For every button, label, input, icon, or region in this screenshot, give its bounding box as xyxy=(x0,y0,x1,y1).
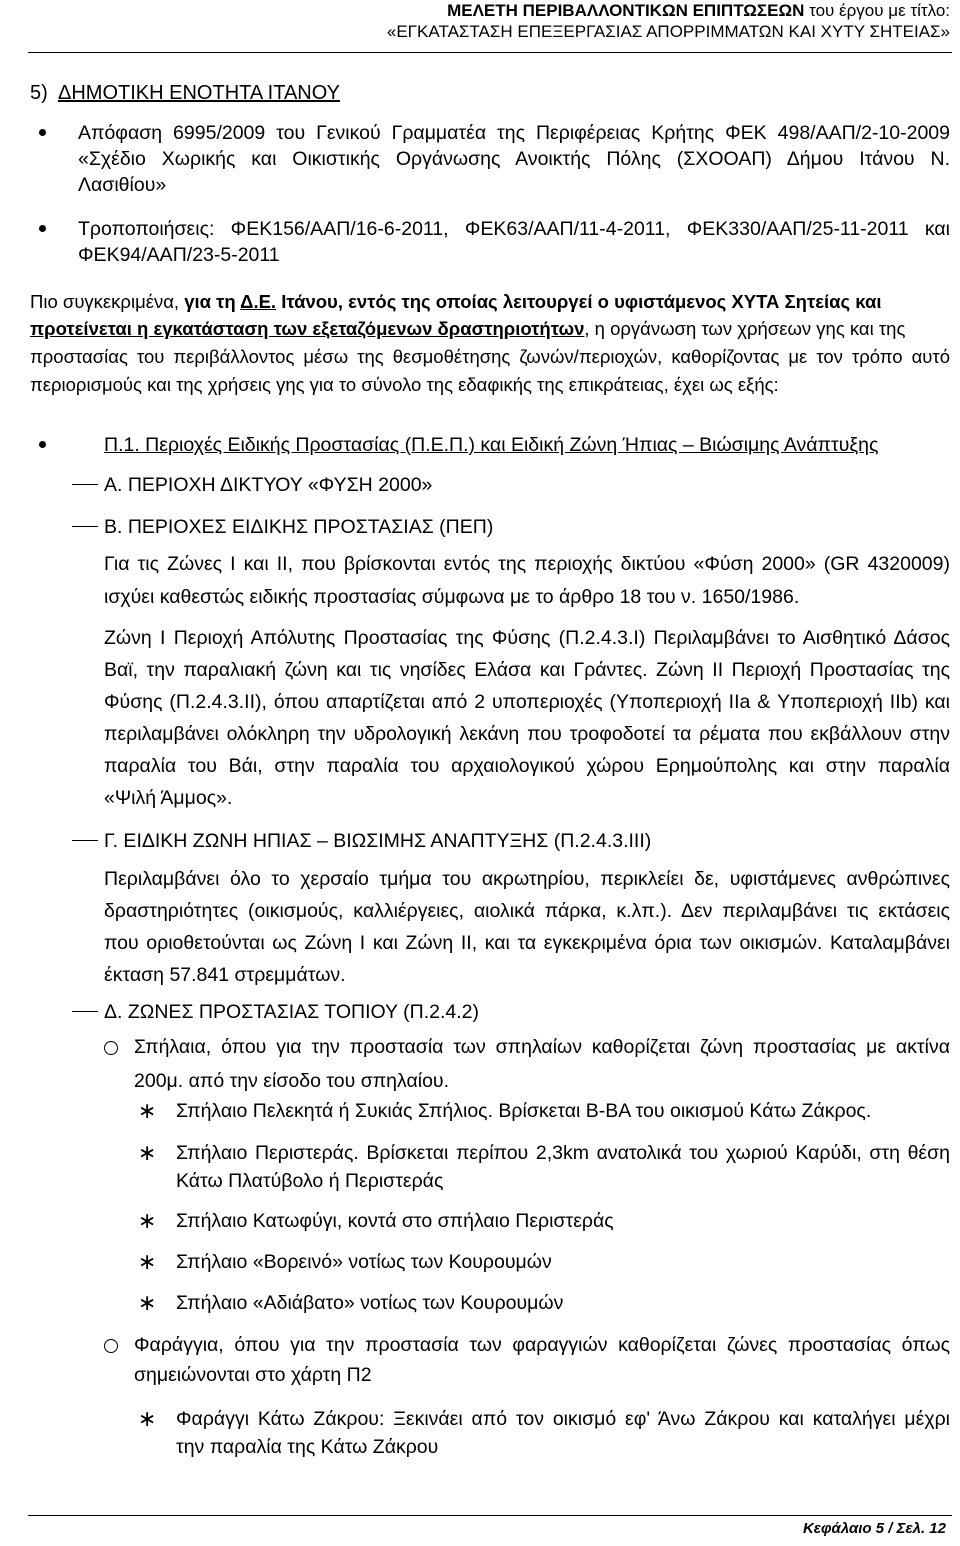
para1-bold-underlined: Δ.Ε. xyxy=(240,291,277,312)
c-para-line-2: δραστηριότητες (οικισμούς, καλλιέργειες, αιολικά πάρκα, κ.λπ.). Δεν περιλαμβάνει τις εκτάσεις xyxy=(104,900,950,922)
cave-item-2-line-1: Σπήλαιο Περιστεράς. Βρίσκεται περίπου 2,3km ανατολικά του χωριού Καρύδι, στη θέση xyxy=(176,1142,950,1164)
b-heading: Β. ΠΕΡΙΟΧΕΣ ΕΙΔΙΚΗΣ ΠΡΟΣΤΑΣΙΑΣ (ΠΕΠ) xyxy=(104,516,494,538)
caves-intro-line-2: 200μ. από την είσοδο του σπηλαίου. xyxy=(134,1070,450,1092)
b-para1-line-2: ισχύει καθεστώς ειδικής προστασίας σύμφωνα με το άρθρο 18 του ν. 1650/1986. xyxy=(104,586,800,608)
asterisk-bullet-icon: ∗ xyxy=(138,1140,157,1165)
gorge-item-1-line-2: την παραλία της Κάτω Ζάκρου xyxy=(176,1436,439,1458)
para1-emphasis: προτείνεται η εγκατάσταση των εξεταζόμενων δραστηριοτήτων xyxy=(30,318,585,339)
header-title-bold: ΜΕΛΕΤΗ ΠΕΡΙΒΑΛΛΟΝΤΙΚΩΝ ΕΠΙΠΤΩΣΕΩΝ xyxy=(447,1,805,20)
cave-item-1: Σπήλαιο Πελεκητά ή Συκιάς Σπήλιος. Βρίσκεται Β-ΒΑ του οικισμού Κάτω Ζάκρος. xyxy=(176,1100,872,1122)
b-para1-line-1: Για τις Ζώνες Ι και ΙΙ, που βρίσκονται εντός της περιοχής δικτύου «Φύση 2000» (GR 4320009) xyxy=(104,553,950,575)
bullet-1-line-1: Απόφαση 6995/2009 του Γενικού Γραμματέα της Περιφέρειας Κρήτης ΦΕΚ 498/ΑΑΠ/2-10-2009 xyxy=(78,122,950,144)
circle-bullet-icon xyxy=(104,1339,118,1353)
cave-item-4: Σπήλαιο «Βορεινό» νοτίως των Κουρουμών xyxy=(176,1251,552,1273)
cave-item-5: Σπήλαιο «Αδιάβατο» νοτίως των Κουρουμών xyxy=(176,1292,564,1314)
header-title xyxy=(447,1,950,21)
section-title: ΔΗΜΟΤΙΚΗ ΕΝΟΤΗΤΑ ΙΤΑΝΟΥ xyxy=(58,82,340,104)
circle-bullet-icon xyxy=(104,1041,118,1055)
para1-bold: για τη xyxy=(184,291,241,312)
d-heading: Δ. ΖΩΝΕΣ ΠΡΟΣΤΑΣΙΑΣ ΤΟΠΙΟΥ (Π.2.4.2) xyxy=(104,1001,479,1023)
p1-heading: Π.1. Περιοχές Ειδικής Προστασίας (Π.Ε.Π.) και Ειδική Ζώνη Ήπιας – Βιώσιμης Ανάπτυξης xyxy=(104,434,879,456)
para1-plain: Πιο συγκεκριμένα, xyxy=(30,291,185,312)
cave-item-2-line-2: Κάτω Πλατύβολο ή Περιστεράς xyxy=(176,1170,444,1192)
asterisk-bullet-icon: ∗ xyxy=(138,1406,157,1431)
para1-bold-rest: Ιτάνου, εντός της οποίας λειτουργεί ο υφιστάμενος ΧΥΤΑ Σητείας και xyxy=(276,291,882,312)
para1-rest: , η οργάνωση των χρήσεων γης και της xyxy=(584,318,906,339)
c-para-line-1: Περιλαμβάνει όλο το χερσαίο τμήμα του ακρωτηρίου, περικλείει δε, υφιστάμενες ανθρώπινες xyxy=(104,868,950,890)
header-subtitle: «ΕΓΚΑΤΑΣΤΑΣΗ ΕΠΕΞΕΡΓΑΣΙΑΣ ΑΠΟΡΡΙΜΜΑΤΩΝ ΚΑΙ ΧΥΤΥ ΣΗΤΕΙΑΣ» xyxy=(386,22,950,41)
section-number: 5) xyxy=(30,82,48,104)
footer-rule xyxy=(28,1515,952,1516)
gorges-intro-line-2: σημειώνονται στο χάρτη Π2 xyxy=(134,1364,372,1386)
bullet-dot xyxy=(39,441,46,448)
asterisk-bullet-icon: ∗ xyxy=(138,1208,157,1233)
dash-marker xyxy=(72,1011,98,1012)
a-heading: Α. ΠΕΡΙΟΧΗ ΔΙΚΤΥΟΥ «ΦΥΣΗ 2000» xyxy=(104,474,433,496)
bullet-dot xyxy=(39,225,46,232)
para1-line-2 xyxy=(30,316,950,342)
b-para2-line-1: Ζώνη Ι Περιοχή Απόλυτης Προστασίας της Φύσης (Π.2.4.3.Ι) Περιλαμβάνει το Αισθητικό Δάσος xyxy=(104,627,950,649)
dash-marker xyxy=(72,840,98,841)
asterisk-bullet-icon: ∗ xyxy=(138,1249,157,1274)
b-para2-line-4: περιλαμβάνει ολόκληρη την υδρολογική λεκάνη που τροφοδοτεί τα ρέματα που εκβάλλουν στην xyxy=(104,723,950,745)
bullet-dot xyxy=(39,129,46,136)
bullet-2-line-1: Τροποποιήσεις: ΦΕΚ156/ΑΑΠ/16-6-2011, ΦΕΚ63/ΑΑΠ/11-4-2011, ΦΕΚ330/ΑΑΠ/25-11-2011 και xyxy=(78,218,950,240)
b-para2-line-2: Βαϊ, την παραλιακή ζώνη και τις νησίδες Ελάσα και Γράντες. Ζώνη ΙΙ Περιοχή Προστασίας της xyxy=(104,659,950,681)
asterisk-bullet-icon: ∗ xyxy=(138,1290,157,1315)
b-para2-line-5: παραλία του Βάι, στην παραλία του αρχαιολογικού χώρου Ερημούπολης και στην παραλία xyxy=(104,755,950,777)
b-para2-line-3: Φύσης (Π.2.4.3.ΙΙ), όπου απαρτίζεται από 2 υποπεριοχές (Υποπεριοχή ΙΙa & Υποπεριοχή ΙΙb) και xyxy=(104,691,950,713)
page-footer: Κεφάλαιο 5 / Σελ. 12 xyxy=(802,1520,946,1537)
para1-line-1 xyxy=(30,289,950,315)
bullet-2-line-2: ΦΕΚ94/ΑΑΠ/23-5-2011 xyxy=(78,244,280,266)
c-para-line-3: που οριοθετούνται ως Ζώνη Ι και Ζώνη ΙΙ, και τα εγκεκριμένα όρια των οικισμών. Καταλαμβάνει xyxy=(104,932,950,954)
b-para2-line-6: «Ψιλή Άμμος». xyxy=(104,787,233,809)
c-heading: Γ. ΕΙΔΙΚΗ ΖΩΝΗ ΗΠΙΑΣ – ΒΙΩΣΙΜΗΣ ΑΝΑΠΤΥΞΗΣ (Π.2.4.3.ΙΙΙ) xyxy=(104,830,652,852)
gorge-item-1-line-1: Φαράγγι Κάτω Ζάκρου: Ξεκινάει από τον οικισμό εφ' Άνω Ζάκρου και καταλήγει μέχρι xyxy=(176,1408,950,1430)
header-title-rest: του έργου με τίτλο: xyxy=(804,1,950,20)
para1-line-3: προστασίας του περιβάλλοντος μέσω της θεσμοθέτησης ζωνών/περιοχών, καθορίζοντας με τον τρόπο αυτό xyxy=(30,346,950,367)
bullet-1-line-3: Λασιθίου» xyxy=(78,174,167,196)
dash-marker xyxy=(72,526,98,527)
c-para-line-4: έκταση 57.841 στρεμμάτων. xyxy=(104,964,346,986)
bullet-1-line-2: «Σχέδιο Χωρικής και Οικιστικής Οργάνωσης Ανοικτής Πόλης (ΣΧΟΟΑΠ) Δήμου Ιτάνου Ν. xyxy=(78,148,950,170)
caves-intro-line-1: Σπήλαια, όπου για την προστασία των σπηλαίων καθορίζεται ζώνη προστασίας με ακτίνα xyxy=(134,1036,950,1058)
cave-item-3: Σπήλαιο Κατωφύγι, κοντά στο σπήλαιο Περιστεράς xyxy=(176,1210,614,1232)
page-header xyxy=(28,0,952,53)
gorges-intro-line-1: Φαράγγια, όπου για την προστασία των φαραγγιών καθορίζεται ζώνες προστασίας όπως xyxy=(134,1334,950,1356)
asterisk-bullet-icon: ∗ xyxy=(138,1098,157,1123)
dash-marker xyxy=(72,484,98,485)
para1-line-4: περιορισμούς και της χρήσεις γης για το σύνολο της εδαφικής της επικράτειας, έχει ως εξής: xyxy=(30,374,779,395)
